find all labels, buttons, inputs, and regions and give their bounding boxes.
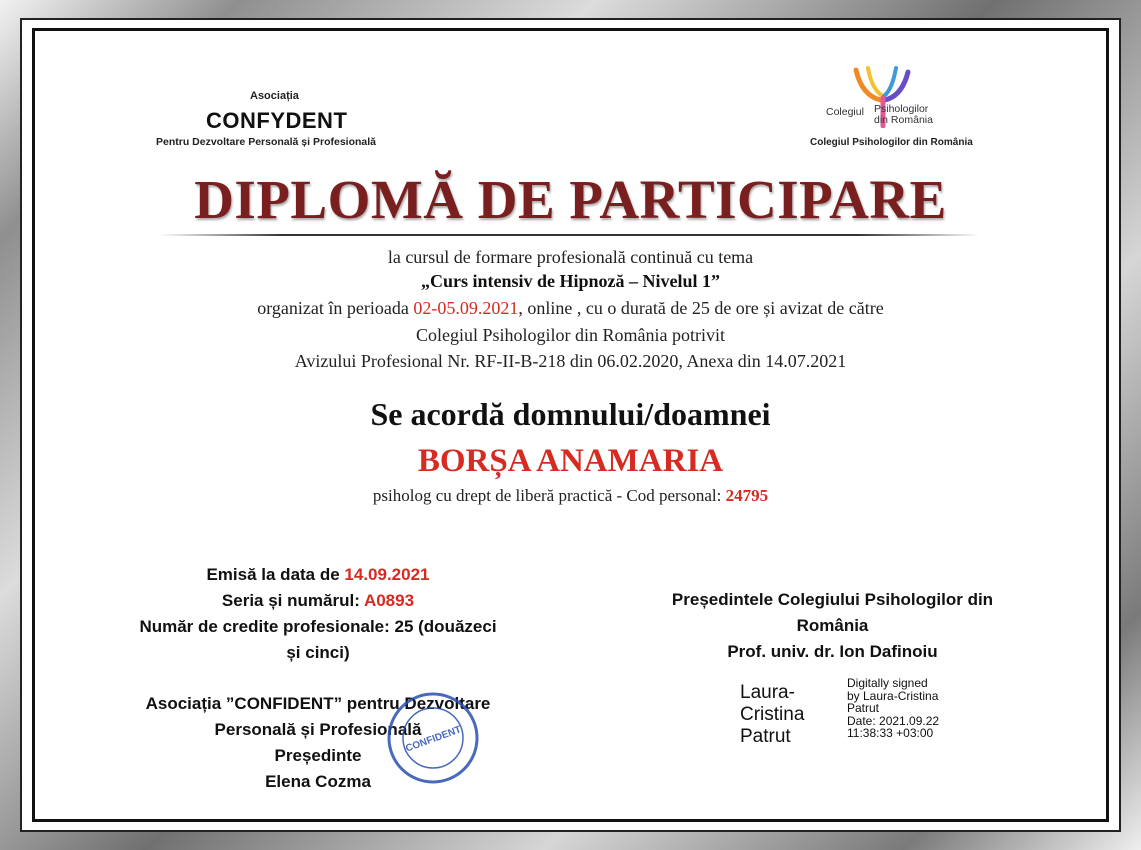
colegiul-logo-left: Colegiul	[826, 106, 864, 118]
stamp-text: CONFIDENT	[404, 724, 463, 755]
issue-series-value: A0893	[363, 591, 415, 610]
association-line1: Asociația ”CONFIDENT” pentru Dezvoltare	[145, 694, 491, 713]
issue-series-label: Seria și numărul:	[221, 591, 364, 610]
course-name: „Curs intensiv de Hipnoză – Nivelul 1”	[420, 271, 721, 291]
college-line2: România	[796, 616, 869, 635]
issue-date-value: 14.09.2021	[344, 565, 430, 584]
course-intro: la cursul de formare profesională continuă cu tema	[387, 247, 754, 267]
confident-logo-name: CONFYDENT	[206, 108, 348, 133]
confident-logo-assoc: Asociația	[250, 90, 299, 102]
issue-date	[108, 562, 528, 588]
course-period	[0, 298, 1141, 319]
sig-name-1: Laura-	[740, 682, 795, 703]
college-line1: Președintele Colegiului Psihologilor din	[671, 590, 994, 609]
association-stamp-icon	[385, 690, 481, 786]
issue-date-label: Emisă la data de	[206, 565, 345, 584]
course-period-suffix: , online , cu o durată de 25 de ore și avizat de către	[518, 298, 884, 318]
course-period-dates: 02-05.09.2021	[413, 298, 519, 318]
college-person: Prof. univ. dr. Ion Dafinoiu	[727, 642, 938, 661]
sig-detail-1: Digitally signed	[847, 676, 928, 690]
recipient-name: BORȘA ANAMARIA	[417, 443, 724, 479]
sig-detail-3: Patrut	[847, 701, 880, 715]
association-role: Președinte	[274, 746, 362, 765]
diploma-title: DIPLOMĂ DE PARTICIPARE	[194, 169, 947, 230]
award-heading: Se acordă domnului/doamnei	[370, 396, 771, 432]
digital-signature-name	[740, 682, 804, 748]
colegiul-logo-right-2: din România	[874, 114, 933, 126]
recipient-code-prefix: psiholog cu drept de liberă practică - Cod personal:	[372, 486, 726, 505]
course-period-prefix: organizat în perioada	[257, 298, 414, 318]
colegiul-logo-right-1: Psihologilor	[874, 103, 929, 115]
sig-name-3: Patrut	[740, 726, 791, 747]
association-person: Elena Cozma	[265, 772, 371, 791]
recipient-code-value: 24795	[725, 486, 769, 505]
digital-signature-details	[847, 677, 939, 740]
colegiul-logo-right	[874, 104, 933, 126]
issue-credits-2: și cinci)	[286, 643, 350, 662]
college-signature	[640, 587, 1025, 665]
colegiul-logo-caption: Colegiul Psihologilor din România	[810, 137, 973, 148]
association-line2: Personală și Profesională	[214, 720, 422, 739]
sig-detail-5: 11:38:33 +03:00	[847, 726, 934, 740]
recipient-code	[0, 486, 1141, 506]
sig-detail-2: by Laura-Cristina	[847, 688, 939, 703]
title-rule	[160, 234, 980, 236]
sig-detail-4: Date: 2021.09.22	[847, 713, 940, 728]
confident-logo-subtitle: Pentru Dezvoltare Personală și Profesională	[156, 136, 376, 148]
sig-name-2: Cristina	[740, 704, 805, 725]
issue-series	[108, 588, 528, 614]
course-approval: Colegiul Psihologilor din România potrivit	[416, 325, 725, 345]
issue-details	[108, 562, 528, 666]
issue-credits-1: Număr de credite profesionale: 25 (douăzeci	[139, 617, 497, 636]
course-approval-ref: Avizului Profesional Nr. RF-II-B-218 din 06.02.2020, Anexa din 14.07.2021	[294, 351, 847, 371]
